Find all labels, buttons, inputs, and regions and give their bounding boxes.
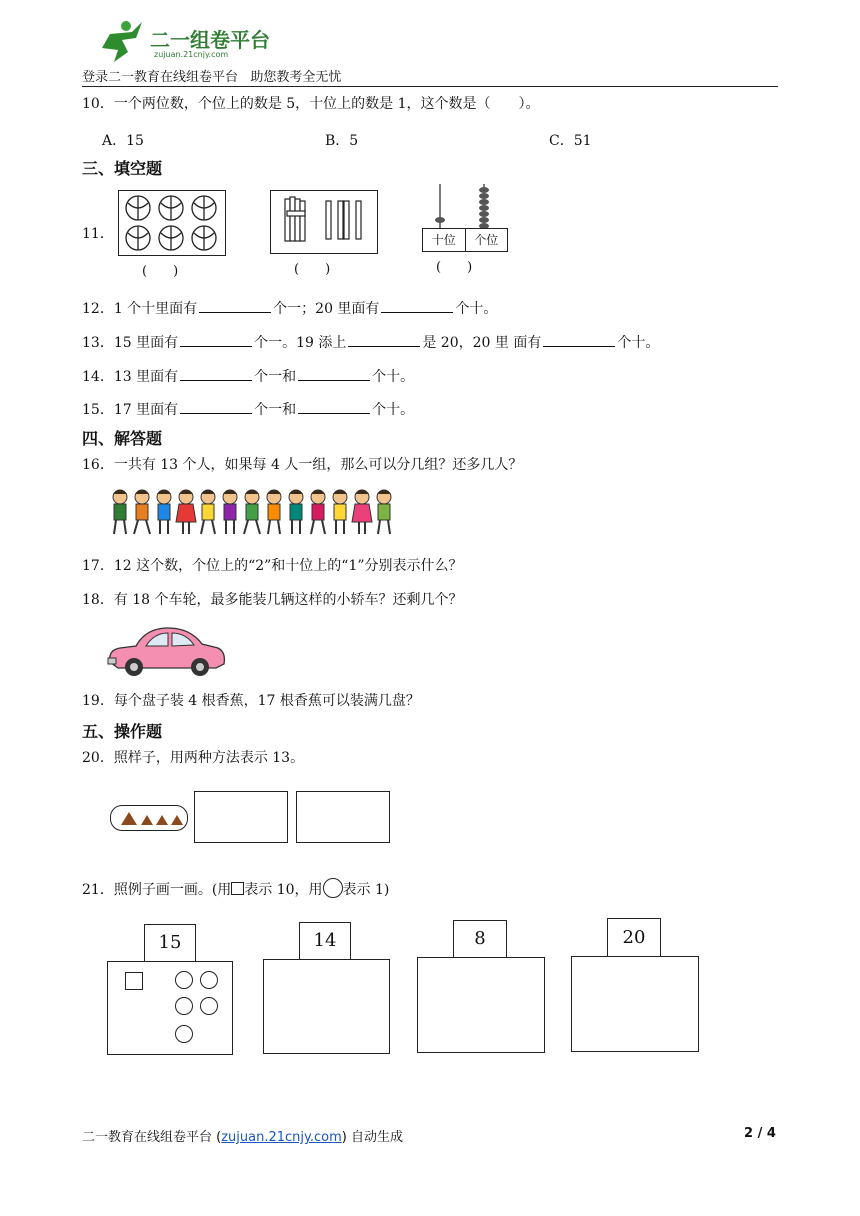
question-10: 10．一个两位数，个位上的数是 5，十位上的数是 1，这个数是（ ）。 [82, 96, 540, 112]
drawing-box-20[interactable] [571, 956, 699, 1052]
one-circle-icon [175, 997, 193, 1015]
logo-text: 二一组卷平台 [150, 28, 270, 52]
question-20: 20．照样子，用两种方法表示 13。 [82, 750, 305, 766]
one-circle-icon [200, 971, 218, 989]
question-12: 12．1 个十里面有 个一；20 里面有 个十。 [82, 298, 497, 318]
question-13: 13．15 里面有 个一。19 添上 是 20，20 里 面有 个十。 [82, 332, 659, 352]
option-c: C．51 [549, 133, 592, 149]
header-divider [82, 86, 778, 87]
section-title-operation: 五、操作题 [82, 722, 163, 741]
blank[interactable] [381, 298, 453, 313]
triangle-icon [111, 806, 187, 830]
example-triangles [110, 805, 188, 831]
blank[interactable] [180, 332, 252, 347]
children-picture [108, 488, 398, 538]
runner-logo-icon [92, 18, 152, 64]
page-number: 2 / 4 [744, 1126, 776, 1141]
blank[interactable] [298, 399, 370, 414]
section-title-answer: 四、解答题 [82, 429, 163, 448]
question-17: 17．12 这个数，个位上的“2”和十位上的“1”分别表示什么？ [82, 558, 463, 574]
blank[interactable] [180, 399, 252, 414]
question-11-number: 11． [82, 226, 114, 242]
sticks-bundle-icon [271, 191, 377, 253]
answer-box-1[interactable] [194, 791, 288, 843]
number-label-20: 20 [607, 918, 661, 957]
number-label-15: 15 [144, 924, 196, 962]
drawing-box-8[interactable] [417, 957, 545, 1053]
one-circle-icon [200, 997, 218, 1015]
logo-subtext: zujuan.21cnjy.com [154, 50, 229, 59]
number-label-14: 14 [299, 922, 351, 960]
footer-text: 二一教育在线组卷平台 (zujuan.21cnjy.com) 自动生成 [82, 1130, 403, 1145]
question-16: 16．一共有 13 个人，如果每 4 人一组，那么可以分几组？还多几人？ [82, 457, 523, 473]
header-tagline: 登录二一教育在线组卷平台 助您教考全无忧 [82, 70, 342, 85]
question-18: 18．有 18 个车轮，最多能装几辆这样的小轿车？还剩几个？ [82, 592, 463, 608]
question-19: 19．每个盘子装 4 根香蕉，17 根香蕉可以装满几盘？ [82, 693, 420, 709]
logo [92, 18, 292, 64]
basketball-tray-figure [118, 190, 226, 256]
question-15: 15．17 里面有 个一和 个十。 [82, 399, 414, 419]
circle-icon [323, 878, 343, 898]
basketballs-icon [119, 191, 225, 255]
paren-2: ( ) [294, 262, 331, 277]
blank[interactable] [199, 298, 271, 313]
one-circle-icon [175, 971, 193, 989]
answer-box-2[interactable] [296, 791, 390, 843]
footer-link[interactable]: zujuan.21cnjy.com [221, 1130, 342, 1145]
option-a: A．15 [102, 133, 144, 149]
one-circle-icon [175, 1025, 193, 1043]
section-title-fill-blank: 三、填空题 [82, 159, 163, 178]
square-icon [231, 882, 244, 895]
option-b: B．5 [325, 133, 359, 149]
blank[interactable] [348, 332, 420, 347]
example-box [107, 961, 233, 1055]
blank[interactable] [543, 332, 615, 347]
blank[interactable] [180, 366, 252, 381]
place-ones-label: 个位 [474, 233, 499, 247]
children-icon [108, 488, 398, 538]
abacus-icon [420, 182, 510, 232]
number-label-8: 8 [453, 920, 507, 958]
question-21: 21．照例子画一画。(用 表示 10，用 表示 1) [82, 878, 389, 899]
paren-3: ( ) [436, 260, 473, 275]
abacus-figure [420, 182, 510, 254]
paren-1: ( ) [142, 264, 179, 279]
question-14: 14．13 里面有 个一和 个十。 [82, 366, 414, 386]
car-picture [106, 622, 228, 680]
ten-square-icon [125, 972, 143, 990]
place-tens-label: 十位 [423, 229, 466, 251]
car-icon [106, 622, 228, 680]
blank[interactable] [298, 366, 370, 381]
drawing-box-14[interactable] [263, 959, 390, 1054]
sticks-figure [270, 190, 378, 254]
